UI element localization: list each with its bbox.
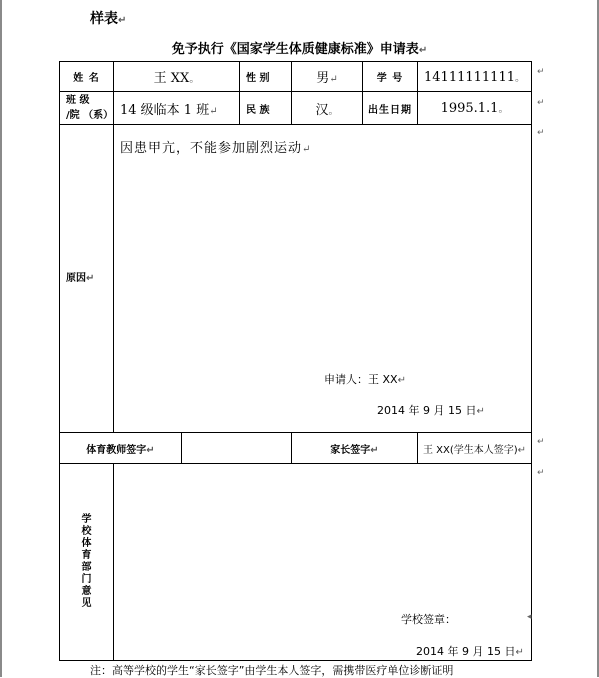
ethnicity-value[interactable]: 汉。 (292, 92, 363, 125)
pe-teacher-signature[interactable] (182, 433, 292, 464)
form-title: 免予执行《国家学生体质健康标准》申请表↵ (171, 42, 428, 57)
dept-opinion-label-char: 门 (81, 574, 92, 585)
application-form-table (59, 61, 532, 661)
dept-opinion-label-char: 校 (81, 526, 92, 537)
left-page-border (0, 0, 2, 677)
birth-date-label: 出生日期 (363, 92, 418, 125)
row-basic-info (60, 62, 532, 92)
dept-opinion-label-char: 育 (81, 550, 92, 561)
dept-opinion-label-char: 见 (81, 598, 92, 609)
sample-label: 样表↵ (90, 11, 127, 27)
dept-opinion-label-char: 体 (81, 538, 92, 549)
footnote: 注：高等学校的学生“家长签字”由学生本人签字，需携带医疗单位诊断证明 (90, 664, 454, 677)
dept-opinion-label (60, 464, 114, 661)
row-end-mark: ↵ (537, 98, 545, 108)
school-seal: 学校签章： (401, 613, 456, 626)
reason-content[interactable] (114, 125, 532, 433)
dept-opinion-label-char: 意 (81, 586, 92, 597)
parent-label: 家长签字↵ (292, 433, 418, 464)
applicant-signature: 申请人：王 XX↵ (324, 373, 406, 386)
name-value[interactable]: 王 XX。 (114, 62, 240, 92)
gender-value[interactable]: 男↵ (292, 62, 363, 92)
parent-signature[interactable]: 王 XX(学生本人签字)↵ (418, 433, 532, 464)
row-dept-opinion (60, 464, 532, 661)
student-id-value[interactable]: 14111111111。 (418, 62, 532, 92)
row-signatures (60, 433, 532, 464)
dept-opinion-content[interactable] (114, 464, 532, 661)
row-end-mark: ↵ (537, 128, 545, 138)
class-label: 班 级 /院 （系） (60, 92, 114, 125)
reason-date: 2014 年 9 月 15 日↵ (377, 404, 485, 417)
ethnicity-label: 民 族 (240, 92, 292, 125)
reason-label: 原因↵ (60, 125, 114, 433)
name-label: 姓 名 (60, 62, 114, 92)
row-end-mark: ◂ (527, 612, 532, 622)
class-value[interactable]: 14 级临本 1 班↵ (114, 92, 240, 125)
gender-label: 性 别 (240, 62, 292, 92)
birth-date-value[interactable]: 1995.1.1。 (418, 92, 532, 125)
student-id-label: 学 号 (363, 62, 418, 92)
row-end-mark: ↵ (537, 468, 545, 478)
dept-opinion-date: 2014 年 9 月 15 日↵ (416, 645, 524, 658)
row-end-mark: ↵ (537, 67, 545, 77)
dept-opinion-label-char: 部 (81, 562, 92, 573)
row-class-info (60, 92, 532, 125)
row-end-mark: ↵ (537, 437, 545, 447)
reason-text: 因患甲亢，不能参加剧烈运动↵ (120, 141, 312, 156)
pe-teacher-label: 体育教师签字↵ (60, 433, 182, 464)
row-reason (60, 125, 532, 433)
dept-opinion-label-char: 学 (81, 514, 92, 525)
